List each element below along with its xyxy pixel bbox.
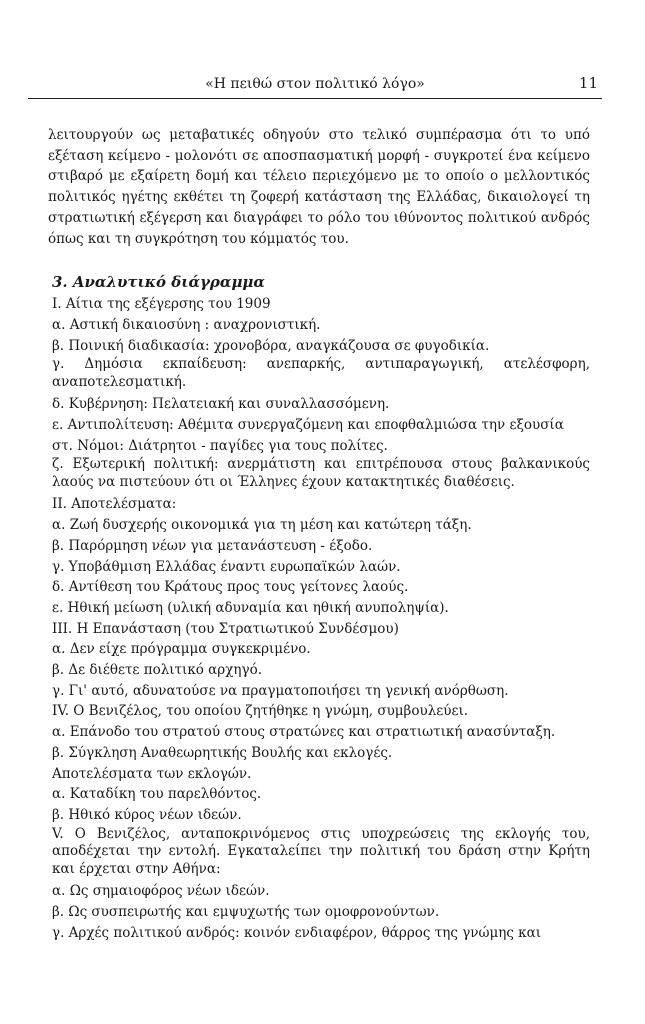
running-title: «Η πειθώ στον πολιτικό λόγο»: [205, 76, 425, 92]
outline-item: ε. Ηθική μείωση (υλική αδυναμία και ηθική ανυποληψία).: [52, 599, 449, 616]
outline-item: β. Σύγκληση Αναθεωρητικής Βουλής και εκλογές.: [52, 744, 393, 761]
outline-item: γ. Δημόσια εκπαίδευση: ανεπαρκής, αντιπαραγωγική, ατελέσφορη, αναποτελεσματική.: [52, 356, 590, 390]
outline-item: α. Ως σημαιοφόρος νέων ιδεών.: [52, 883, 270, 900]
outline-heading-3: ΙΙΙ. Η Επανάσταση (του Στρατιωτικού Συνδέσμου): [52, 620, 399, 637]
page-body: [48, 125, 590, 943]
outline-item: α. Επάνοδο του στρατού στους στρατώνες και στρατιωτική ανασύνταξη.: [52, 724, 556, 741]
outline-heading-1: Ι. Αίτια της εξέγερσης του 1909: [52, 296, 271, 313]
outline-item: β. Ως συσπειρωτής και εμψυχωτής των ομοφρονούντων.: [52, 903, 440, 920]
outline-item: στ. Νόμοι: Διάτρητοι - παγίδες για τους πολίτες.: [52, 437, 388, 454]
outline-item: β. Δε διέθετε πολιτικό αρχηγό.: [52, 662, 262, 679]
running-header: [28, 74, 602, 99]
outline-item: γ. Αρχές πολιτικού ανδρός: κοινόν ενδιαφέρον, θάρρος της γνώμης και: [52, 924, 542, 941]
outline-heading-2: ΙΙ. Αποτελέσματα:: [52, 496, 177, 513]
page-number: 11: [578, 74, 598, 92]
outline-subheading: Αποτελέσματα των εκλογών.: [52, 765, 252, 782]
outline-heading-5: V. Ο Βενιζέλος, ανταποκρινόμενος στις υποχρεώσεις της εκλογής του, αποδέχεται την εντολή. Εγκαταλείπει την πολιτική του δράση στην Κρήτη και έρχεται στην Αθήνα:: [52, 825, 590, 877]
outline-item: δ. Κυβέρνηση: Πελατειακή και συναλλασσόμενη.: [52, 396, 390, 413]
outline-heading-4: ΙV. Ο Βενιζέλος, του οποίου ζητήθηκε η γνώμη, συμβουλεύει.: [52, 703, 469, 720]
outline-item: α. Καταδίκη του παρελθόντος.: [52, 786, 262, 803]
outline-item: γ. Γι' αυτό, αδυνατούσε να πραγματοποιήσει τη γενική ανόρθωση.: [52, 682, 509, 699]
outline-item: δ. Αντίθεση του Κράτους προς τους γείτονες λαούς.: [52, 579, 409, 596]
section-heading: 3. Αναλυτικό διάγραμμα: [52, 273, 265, 292]
outline-item: ε. Αντιπολίτευση: Αθέμιτα συνεργαζόμενη και εποφθαλμιώσα την εξουσία: [52, 417, 564, 434]
outline-item: β. Παρόρμηση νέων για μετανάστευση - έξοδο.: [52, 537, 373, 554]
outline-item: α. Αστική δικαιοσύνη : αναχρονιστική.: [52, 316, 321, 333]
outline-item: α. Δεν είχε πρόγραμμα συγκεκριμένο.: [52, 641, 311, 658]
outline-item: α. Ζωή δυσχερής οικονομικά για τη μέση και κατώτερη τάξη.: [52, 517, 472, 534]
outline-item: γ. Υποβάθμιση Ελλάδας έναντι ευρωπαϊκών λαών.: [52, 558, 401, 575]
outline-item: β. Ηθικό κύρος νέων ιδεών.: [52, 806, 242, 823]
outline-item: ζ. Εξωτερική πολιτική: ανερμάτιστη και επιτρέπουσα στους βαλκανικούς λαούς να πιστεύουν ότι οι Έλληνες έχουν κατακτητικές διαθέσεις.: [52, 456, 590, 490]
outline-item: β. Ποινική διαδικασία: χρονοβόρα, αναγκάζουσα σε φυγοδικία.: [52, 337, 490, 354]
intro-paragraph: λειτουργούν ως μεταβατικές οδηγούν στο τελικό συμπέρασμα ότι το υπό εξέταση κείμενο - μολονότι σε αποσπασματική μορφή - συγκροτεί ένα κείμενο στιβαρό με εξαίρετη δομή και τέλειο περιεχόμενο με το οποίο ο μελλοντικός πολιτικός ηγέτης εκθέτει τη ζοφερή κατάσταση της Ελλάδας, δικαιολογεί τη στρατιωτική εξέγερση και διαγράφει το ρόλο του ιθύνοντος πολιτικού ανδρός όπως και τη συγκρότηση του κόμματός του.: [48, 127, 590, 247]
